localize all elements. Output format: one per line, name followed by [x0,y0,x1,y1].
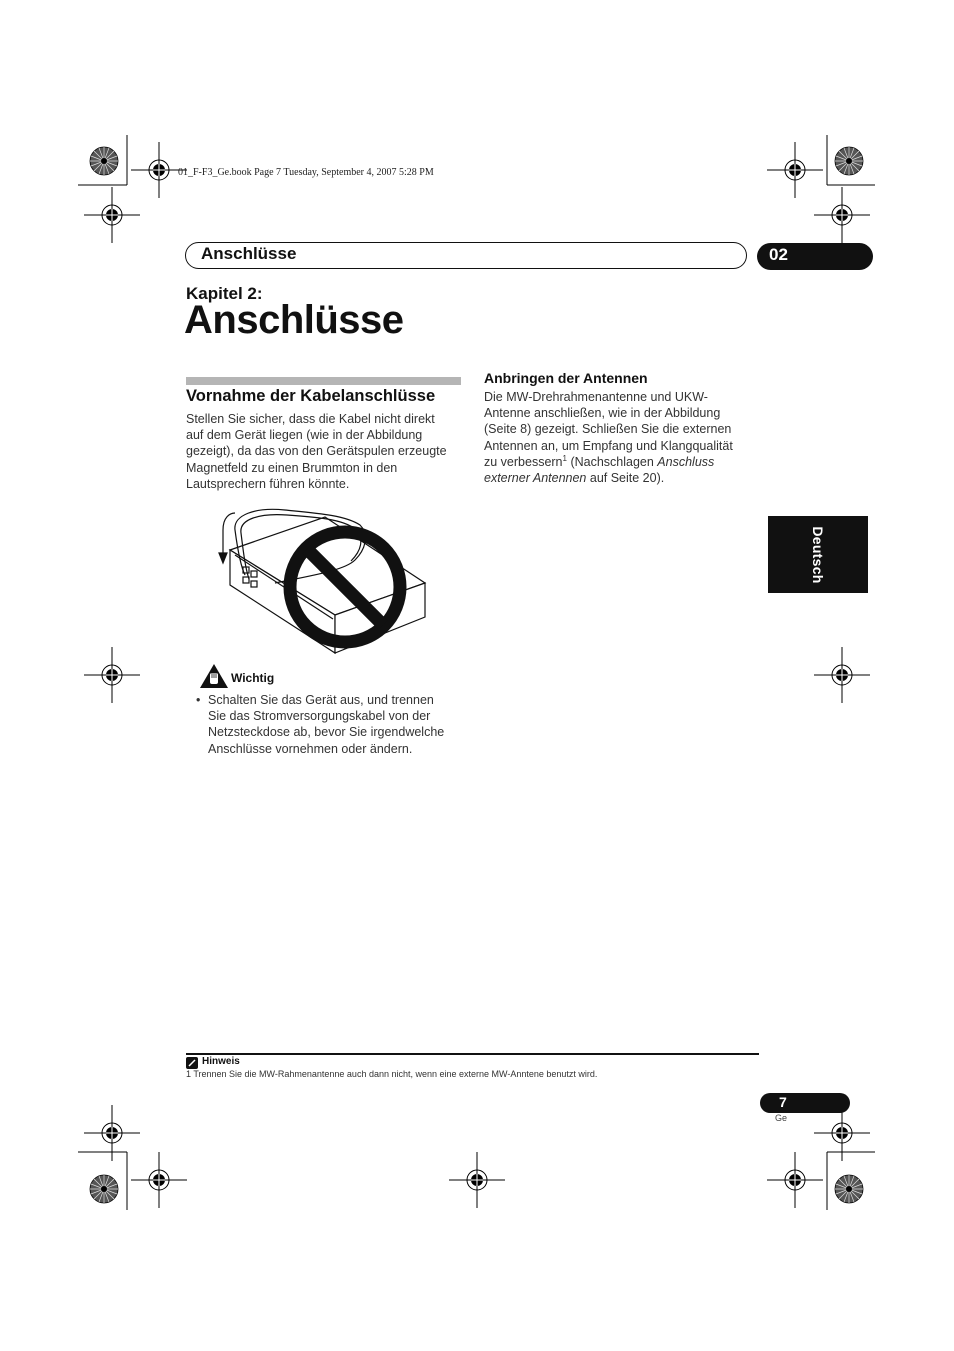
cross-reference-link[interactable]: externer Antennen [484,471,587,486]
note-label: Hinweis [202,1056,240,1067]
cable-warning-illustration [215,505,430,655]
page-number: 7 [779,1094,787,1110]
paragraph-line: Lautsprechern führen könnte. [186,476,350,491]
registration-mark-icon [814,647,870,703]
registration-mark-icon [814,1105,870,1161]
registration-mark-icon [131,1152,187,1208]
subsection-heading: Anbringen der Antennen [484,370,648,386]
paragraph-line: gezeigt), da das von den Gerätspulen erzeugte [186,444,447,459]
paragraph-line: Die MW-Drehrahmenantenne und UKW- [484,390,708,404]
language-tab-label: Deutsch [810,525,826,584]
chapter-kicker: Kapitel 2: [186,284,263,303]
language-code: Ge [775,1113,788,1123]
warning-label: Wichtig [231,671,275,685]
chapter-bar [185,242,747,269]
language-tab [768,516,868,593]
paragraph-line: Antennen an, um Empfang und Klangqualität [484,438,733,453]
page-number-badge [760,1093,850,1113]
registration-star-icon [90,1175,118,1203]
note-pencil-icon [186,1057,198,1069]
subsection-paragraph [484,389,764,486]
list-line: Anschlüsse vornehmen oder ändern. [208,741,413,756]
list-line: Sie das Stromversorgungskabel von der [208,709,431,724]
registration-mark-icon [814,187,870,243]
text-run: (Nachschlagen [566,454,658,469]
registration-mark-icon [449,1152,505,1208]
book-header: 01_F-F3_Ge.book Page 7 Tuesday, September 4, 2007 5:28 PM [178,167,434,178]
footnote-text: 1 Trennen Sie die MW-Rahmenantenne auch dann nicht, wenn eine externe MW-Anntene benutzt wird. [186,1069,598,1079]
section-paragraph [186,411,468,492]
text-run: auf Seite 20). [586,471,665,486]
chapter-number-badge [757,243,873,270]
paragraph-line: Antenne anschließen, wie in der Abbildung [484,406,721,421]
registration-mark-icon [84,187,140,243]
paragraph-line: Magnetfeld zu einen Brummton in den [186,460,398,475]
list-line: Netzsteckdose ab, bevor Sie irgendwelche [208,725,445,740]
footnote-reference[interactable]: 1 [562,453,567,463]
paragraph-line: (Seite 8) gezeigt. Schließen Sie die externen [484,422,732,437]
note-divider [186,1053,759,1055]
registration-mark-icon [767,142,823,198]
paragraph-line: auf dem Gerät liegen (wie in der Abbildung [186,428,423,443]
list-line: Schalten Sie das Gerät aus, und trennen [208,693,434,707]
chapter-bar-label: Anschlüsse [201,244,297,263]
warning-list [196,692,466,757]
paragraph-line: Stellen Sie sicher, dass die Kabel nicht direkt [186,412,435,426]
section-divider [186,377,461,385]
registration-mark-icon [84,647,140,703]
bullet-symbol: • [196,693,201,707]
chapter-number: 02 [769,245,788,264]
section-heading: Vornahme der Kabelanschlüsse [186,387,436,405]
registration-mark-icon [767,1152,823,1208]
registration-star-icon [90,147,118,175]
paragraph-line [484,470,764,486]
registration-mark-icon [84,1105,140,1161]
paragraph-line [484,454,764,470]
registration-star-icon [835,147,863,175]
warning-hand-icon [199,663,229,689]
text-run: zu verbessern [484,454,563,469]
cross-reference-link[interactable]: Anschluss [657,454,715,469]
list-item [196,692,466,757]
chapter-title: Anschlüsse [184,298,404,342]
registration-star-icon [835,1175,863,1203]
